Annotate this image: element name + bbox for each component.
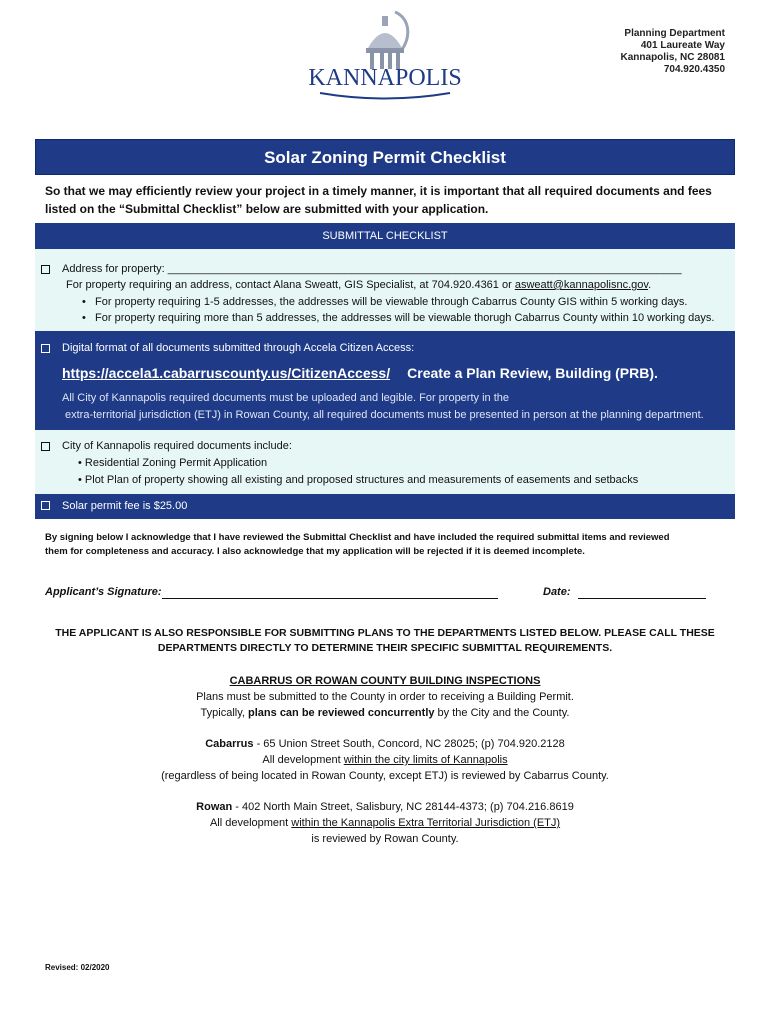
department-address [621, 28, 725, 76]
document-item-1: • Residential Zoning Permit Application [78, 457, 268, 469]
applicant-notice [45, 626, 725, 656]
document-item-2: • Plot Plan of property showing all existing and proposed structures and measurements of easements and setbacks [78, 474, 639, 486]
cabarrus-line-2-underlined: within the city limits of Kannapolis [343, 754, 508, 766]
page-title: Solar Zoning Permit Checklist [35, 139, 735, 175]
address-bullet-2-text: For property requiring more than 5 addresses, the addresses will be viewable thorugh Cabarrus County within 10 working days. [95, 312, 715, 324]
digital-note-2: extra-territorial jurisdiction (ETJ) in Rowan County, all required documents must be presented in person at the planning department. [65, 409, 704, 421]
cabarrus-line-2-pre: All development [262, 754, 344, 766]
digital-label: Digital format of all documents submitted through Accela Citizen Access: [62, 342, 415, 354]
inspections-line-1: Plans must be submitted to the County in order to receiving a Building Permit. [196, 691, 574, 703]
accela-link[interactable]: https://accela1.cabarruscounty.us/CitizenAccess/ [62, 365, 391, 381]
notice-line-1: THE APPLICANT IS ALSO RESPONSIBLE FOR SUBMITTING PLANS TO THE DEPARTMENTS LISTED BELOW. PLEASE CALL THESE [55, 627, 715, 639]
ack-line-2: them for completeness and accuracy. I also acknowledge that my application will be rejected if it is deemed incomplete. [45, 546, 585, 557]
plan-review-text: Create a Plan Review, Building (PRB). [407, 365, 658, 381]
inspections-line-2-post: by the City and the County. [434, 707, 570, 719]
documents-label: City of Kannapolis required documents include: [62, 440, 292, 452]
checklist-item-documents [35, 430, 735, 494]
rowan-address-line [45, 799, 725, 815]
cabarrus-line-3: (regardless of being located in Rowan County, except ETJ) is reviewed by Cabarrus County. [161, 770, 609, 782]
inspections-line-2-pre: Typically, [200, 707, 249, 719]
rowan-line-2-pre: All development [209, 817, 292, 829]
address-line-4: 704.920.4350 [663, 64, 725, 75]
rowan-line-3: is reviewed by Rowan County. [311, 833, 459, 845]
rowan-line-2 [45, 815, 725, 831]
rowan-name: Rowan [196, 801, 233, 813]
address-contact-text: For property requiring an address, contact Alana Sweatt, GIS Specialist, at 704.920.4361 or [66, 279, 512, 291]
contact-period: . [648, 279, 652, 291]
address-contact-line [66, 279, 651, 291]
cabarrus-line-2 [45, 752, 725, 768]
cabarrus-address: - 65 Union Street South, Concord, NC 28025; (p) 704.920.2128 [253, 738, 565, 750]
checklist-item-digital [35, 331, 735, 430]
intro-line-2: listed on the “Submittal Checklist” below are submitted with your application. [45, 202, 489, 216]
cabarrus-name: Cabarrus [205, 738, 254, 750]
cabarrus-address-line [45, 736, 725, 752]
digital-checkbox[interactable] [41, 344, 50, 356]
submittal-checklist-header: SUBMITTAL CHECKLIST [35, 223, 735, 249]
rowan-address: - 402 North Main Street, Salisbury, NC 28144-4373; (p) 704.216.8619 [232, 801, 574, 813]
acknowledgement-text [45, 531, 725, 559]
inspections-section [45, 673, 725, 721]
inspections-line-2 [45, 705, 725, 721]
rowan-section [45, 799, 725, 847]
fee-label: Solar permit fee is $25.00 [62, 500, 188, 512]
applicant-signature-field[interactable] [162, 598, 498, 599]
revised-date: Revised: 02/2020 [45, 963, 110, 972]
checklist-item-fee [35, 494, 735, 519]
accela-link-line [62, 365, 658, 381]
digital-note-1: All City of Kannapolis required documents must be uploaded and legible. For property in the [62, 392, 509, 404]
address-bullet-1: • For property requiring 1-5 addresses, the addresses will be viewable through Cabarrus County GIS within 5 working days. [82, 296, 688, 308]
notice-line-2: DEPARTMENTS DIRECTLY TO DETERMINE THEIR SPECIFIC SUBMITTAL REQUIREMENTS. [157, 642, 613, 654]
address-label: Address for property: ____________________________________________________________________________________ [62, 263, 682, 275]
courthouse-dome-icon [300, 8, 470, 108]
logo-text: KANNAPOLIS [308, 65, 462, 91]
contact-email-link[interactable]: asweatt@kannapolisnc.gov [514, 279, 649, 291]
documents-checkbox[interactable] [41, 442, 50, 454]
inspections-heading: CABARRUS OR ROWAN COUNTY BUILDING INSPECTIONS [229, 675, 541, 687]
inspections-line-2-bold: plans can be reviewed concurrently [248, 707, 435, 719]
ack-line-1: By signing below I acknowledge that I have reviewed the Submittal Checklist and have included the required submittal items and reviewed [45, 532, 670, 543]
address-bullet-2: • For property requiring more than 5 addresses, the addresses will be viewable thorugh Cabarrus County within 10 working days. [82, 312, 715, 324]
applicant-signature-label: Applicant’s Signature: [45, 586, 162, 598]
address-line-1: Planning Department [624, 28, 725, 39]
date-field[interactable] [578, 598, 706, 599]
kannapolis-logo [300, 8, 470, 108]
fee-checkbox[interactable] [41, 501, 50, 513]
checklist-item-address [35, 249, 735, 331]
cabarrus-section [45, 736, 725, 784]
address-checkbox[interactable] [41, 265, 50, 277]
address-line-2: 401 Laureate Way [640, 40, 725, 51]
address-line-3: Kannapolis, NC 28081 [620, 52, 725, 63]
address-bullet-1-text: For property requiring 1-5 addresses, the addresses will be viewable through Cabarrus County GIS within 5 working days. [95, 296, 688, 308]
rowan-line-2-underlined: within the Kannapolis Extra Territorial Jurisdiction (ETJ) [291, 817, 561, 829]
intro-line-1: So that we may efficiently review your project in a timely manner, it is important that all required documents and fees [45, 184, 712, 198]
intro-text [45, 182, 735, 218]
date-label: Date: [543, 586, 571, 598]
